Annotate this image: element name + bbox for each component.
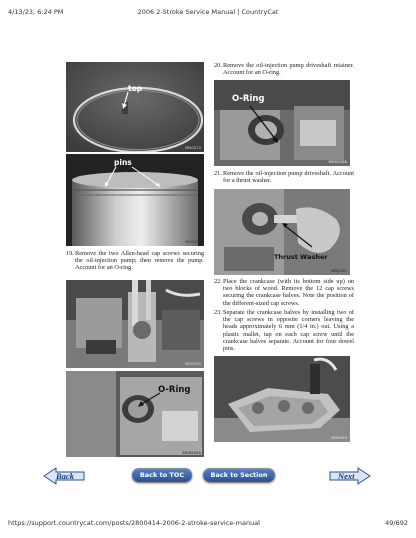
callout-o-ring: O-Ring [158, 385, 191, 395]
print-page-title: 2006 2-Stroke Service Manual | CountryCat [137, 8, 279, 16]
next-button[interactable] [328, 467, 372, 485]
step-text: Separate the crankcase halves by installing two of the cap screws in opposite corners leaving the heads approximately 6 mm (1/4 in.) out. Using a plastic mallet, tap on each cap screw until the crankcase halves separate. Account for four dowel pins. [223, 309, 354, 353]
photo-pump-removal [66, 280, 204, 368]
step-number: 19. [66, 250, 74, 257]
step-22 [214, 278, 354, 307]
step-19 [66, 250, 204, 272]
step-text: Remove the two Allen-head cap screws securing the oil-injection pump; then remove the pump. Account for an O-ring. [75, 250, 204, 272]
step-number: 20. [214, 62, 222, 69]
photo-code: MD0293 [331, 435, 347, 440]
photo-code: MD0100A [328, 159, 347, 164]
photo-pump-oring [66, 371, 204, 457]
callout-thrust-washer: Thrust Washer [274, 253, 328, 261]
callout-o-ring: O-Ring [232, 94, 265, 104]
print-page-count: 49/692 [385, 519, 408, 527]
step-number: 22. [214, 278, 222, 285]
step-text: Place the crankcase (with its bottom side up) on two blocks of wood. Remove the 12 cap screws securing the crankcase halves. Note the position of the different-sized cap screws. [223, 278, 354, 307]
photo-code: MD0272 [185, 145, 201, 150]
callout-top: top [128, 84, 143, 93]
photo-code: MD0271 [185, 239, 201, 244]
step-number: 21. [214, 170, 222, 177]
callout-pins: pins [114, 158, 132, 167]
photo-crankcase-separation [214, 356, 350, 442]
back-button[interactable] [42, 467, 86, 485]
print-url: https://support.countrycat.com/posts/2800414-2006-2-stroke-service-manual [8, 519, 260, 527]
photo-driveshaft-retainer [214, 80, 350, 166]
back-label: Back [56, 471, 74, 481]
step-23 [214, 309, 354, 352]
photo-code: MD0101 [331, 268, 347, 273]
photo-code: MD0590 [185, 361, 201, 366]
step-text: Remove the oil-injection pump driveshaft retainer. Account for an O-ring. [223, 62, 354, 77]
step-text: Remove the oil-injection pump driveshaft. Account for a thrust washer. [223, 170, 354, 185]
photo-piston-ring [66, 62, 204, 152]
step-number: 23. [214, 309, 222, 316]
back-to-section-toc-button[interactable]: Back to Section TOC [203, 468, 275, 482]
next-label: Next [338, 471, 355, 481]
step-20 [214, 62, 354, 76]
photo-thrust-washer [214, 189, 350, 275]
print-timestamp: 4/13/23, 6:24 PM [8, 8, 64, 16]
photo-code: MD0592A [182, 450, 201, 455]
photo-piston-pins [66, 154, 204, 246]
step-21 [214, 170, 354, 184]
back-to-toc-button[interactable]: Back to TOC [132, 468, 192, 482]
